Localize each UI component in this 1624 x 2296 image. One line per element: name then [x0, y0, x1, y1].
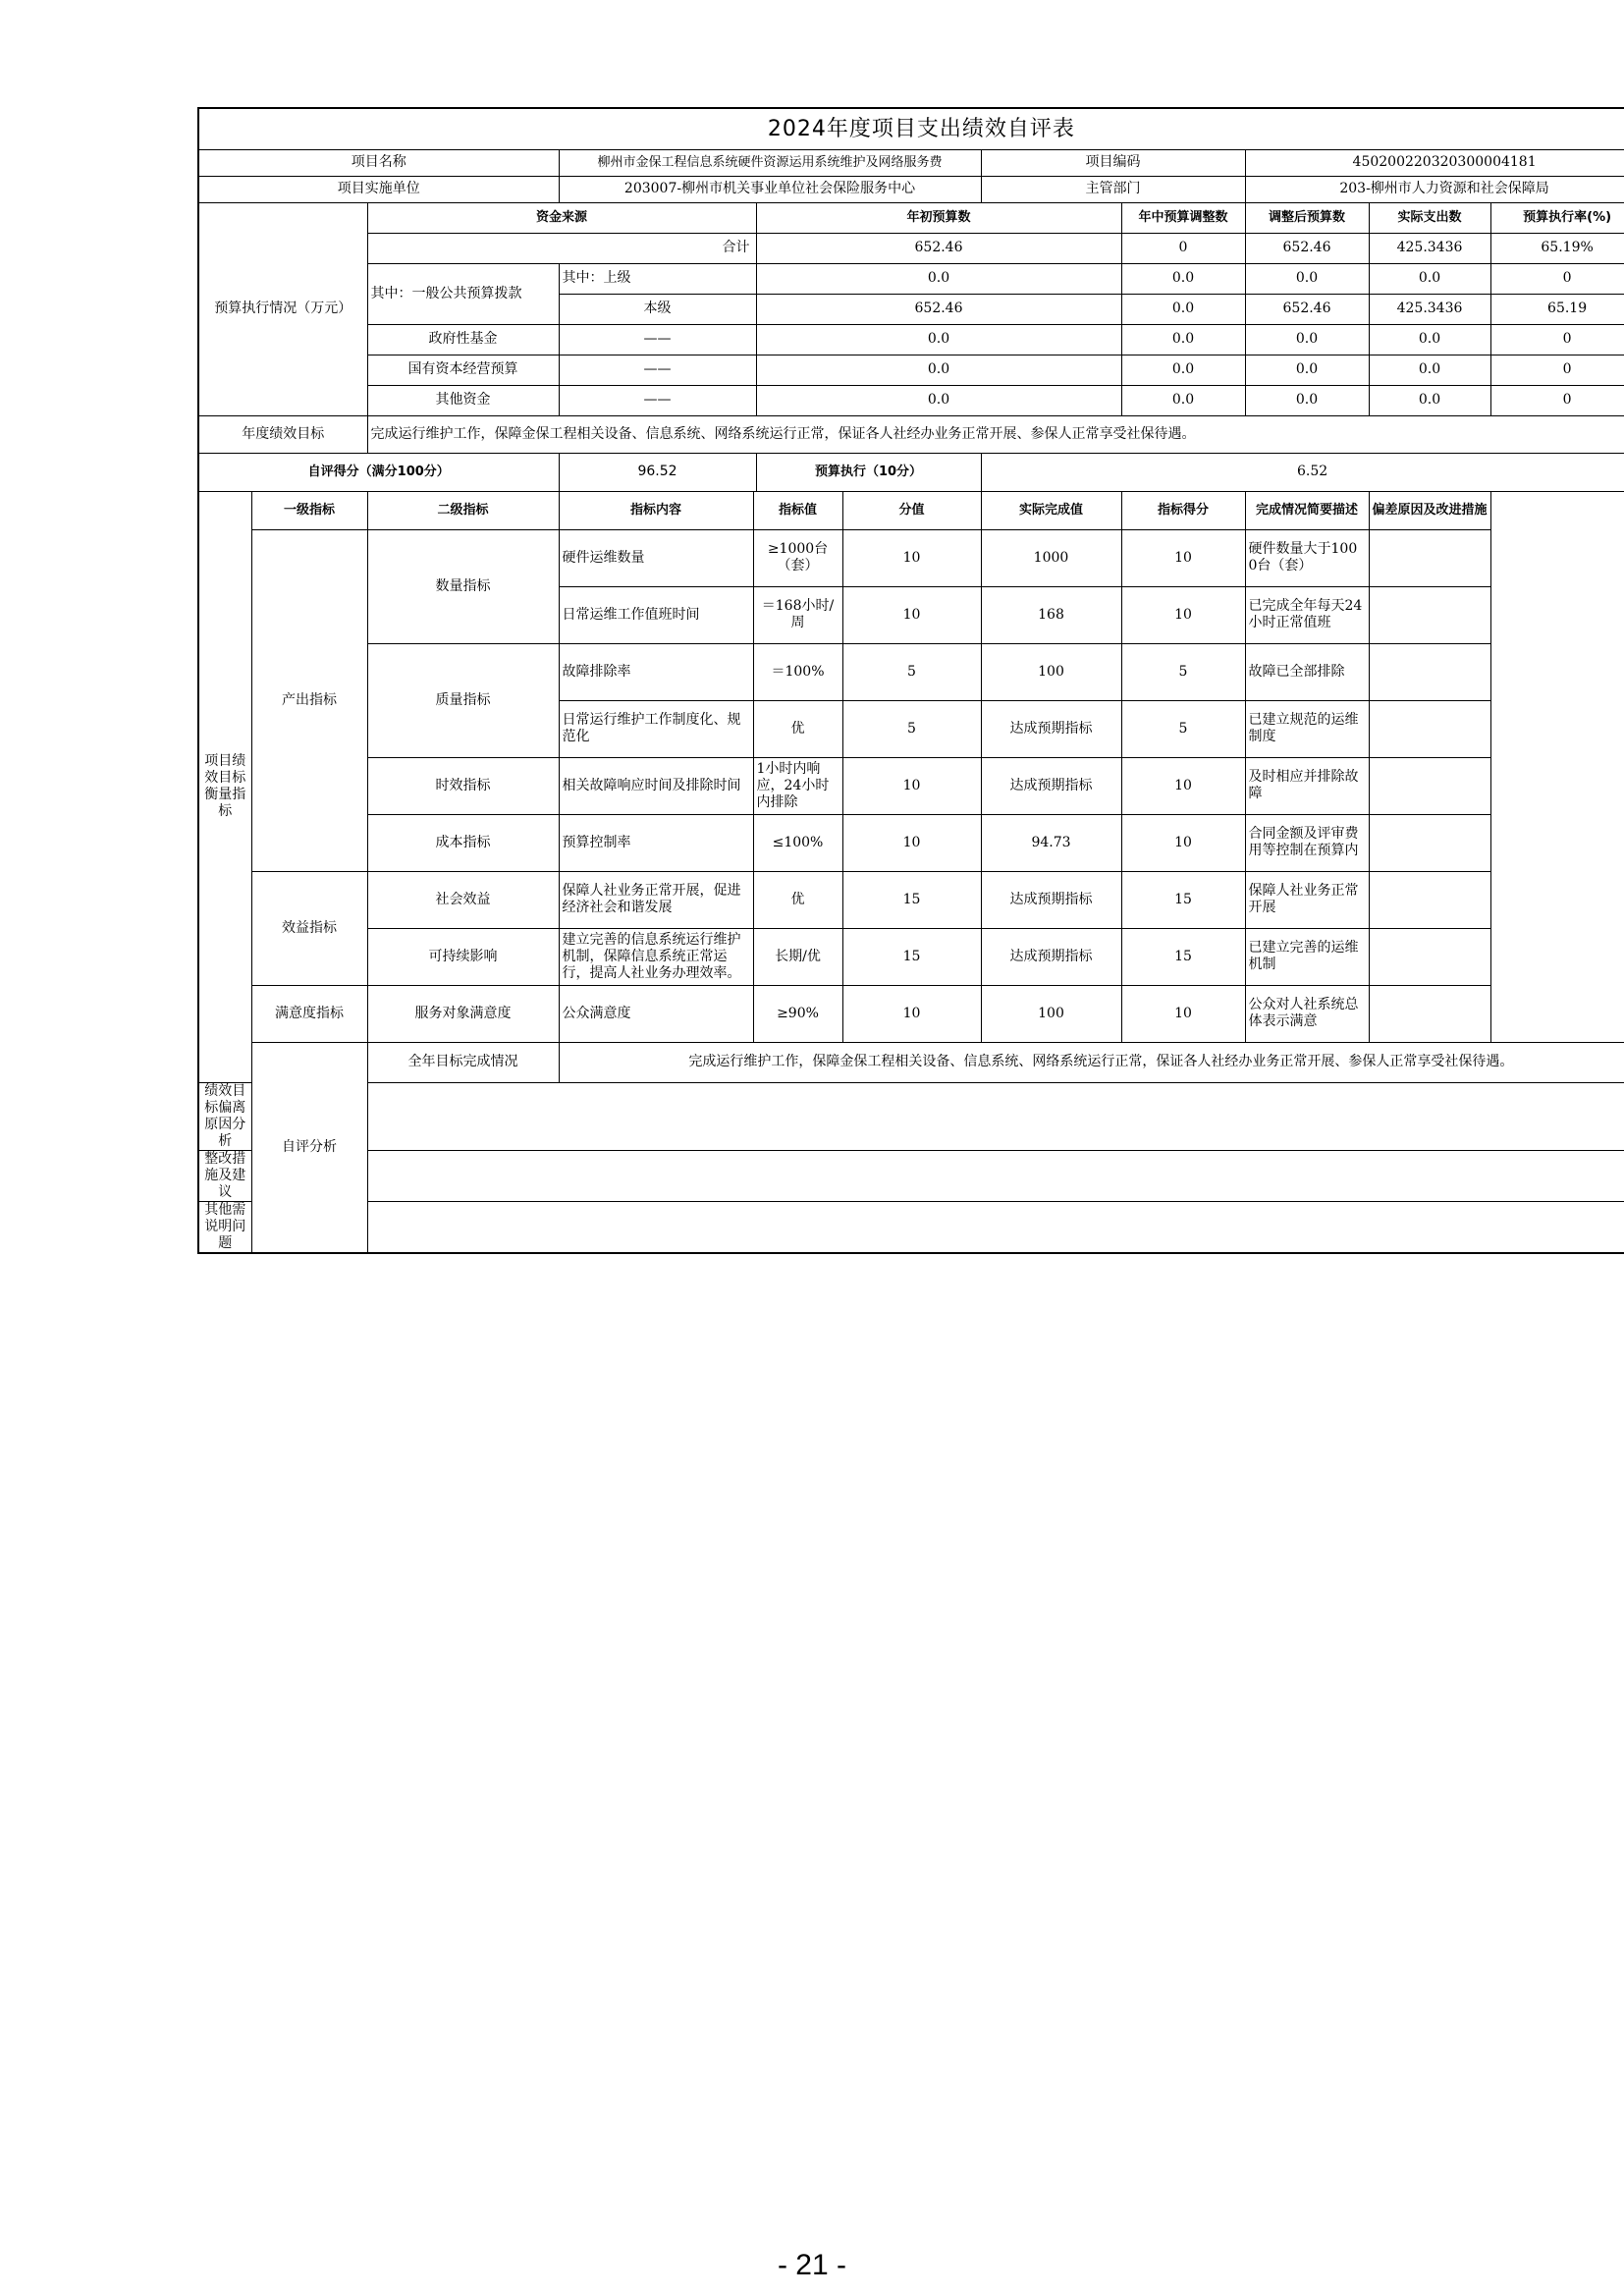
project-name: 柳州市金保工程信息系统硬件资源运用系统维护及网络服务费 [559, 149, 981, 176]
indicator-content: 日常运行维护工作制度化、规范化 [559, 700, 753, 757]
budget-exec-value: 6.52 [981, 453, 1624, 491]
indicator-desc: 及时相应并排除故障 [1245, 757, 1369, 814]
level2-cost: 成本指标 [367, 814, 559, 871]
project-code-label: 项目编码 [981, 149, 1245, 176]
score-value: 96.52 [559, 453, 756, 491]
level2-timeliness: 时效指标 [367, 757, 559, 814]
indicator-actual: 100 [981, 643, 1121, 700]
budget-header: 资金来源 [367, 202, 756, 233]
budget-cell: 0.0 [756, 263, 1121, 294]
indicator-reason [1369, 985, 1490, 1042]
project-name-label: 项目名称 [198, 149, 559, 176]
budget-cell: 0.0 [1369, 355, 1490, 385]
self-eval-text [367, 1201, 1624, 1253]
general-budget-label: 其中：一般公共预算拨款 [367, 263, 559, 324]
indicator-reason [1369, 814, 1490, 871]
fund-label: 国有资本经营预算 [367, 355, 559, 385]
dept-label: 主管部门 [981, 176, 1245, 202]
indicator-reason [1369, 643, 1490, 700]
level2-service: 服务对象满意度 [367, 985, 559, 1042]
budget-cell: 0 [1490, 385, 1624, 415]
indicator-header: 分值 [842, 491, 981, 529]
level1-output: 产出指标 [251, 529, 367, 871]
indicator-points: 15 [842, 871, 981, 928]
indicator-score: 10 [1121, 985, 1245, 1042]
budget-cell: 0.0 [756, 355, 1121, 385]
budget-header: 预算执行率(%) [1490, 202, 1624, 233]
budget-cell: 0.0 [1245, 385, 1369, 415]
indicator-score: 5 [1121, 643, 1245, 700]
indicator-header: 二级指标 [367, 491, 559, 529]
indicator-actual: 94.73 [981, 814, 1121, 871]
indicator-content: 相关故障响应时间及排除时间 [559, 757, 753, 814]
budget-cell: 0.0 [1245, 355, 1369, 385]
performance-form [197, 107, 1612, 1254]
annual-goal-text: 完成运行维护工作，保障金保工程相关设备、信息系统、网络系统运行正常，保证各人社经办业务正常开展、参保人正常享受社保待遇。 [367, 415, 1624, 453]
self-eval-text [367, 1150, 1624, 1201]
indicator-points: 15 [842, 928, 981, 985]
indicator-target: 优 [753, 700, 842, 757]
indicator-content: 建立完善的信息系统运行维护机制，保障信息系统正常运行，提高人社业务办理效率。 [559, 928, 753, 985]
self-eval-label: 其他需说明问题 [198, 1201, 251, 1253]
indicator-desc: 已建立规范的运维制度 [1245, 700, 1369, 757]
fund-label: 其他资金 [367, 385, 559, 415]
indicator-desc: 合同金额及评审费用等控制在预算内 [1245, 814, 1369, 871]
budget-cell: 0.0 [1245, 324, 1369, 355]
budget-cell: 0 [1490, 263, 1624, 294]
budget-cell: 0.0 [756, 324, 1121, 355]
indicator-header: 指标值 [753, 491, 842, 529]
indicator-points: 10 [842, 985, 981, 1042]
indicator-reason [1369, 757, 1490, 814]
budget-cell: 425.3436 [1369, 233, 1490, 263]
indicator-target: ＝100% [753, 643, 842, 700]
indicator-actual: 达成预期指标 [981, 871, 1121, 928]
supervising-dept: 203-柳州市人力资源和社会保障局 [1245, 176, 1624, 202]
indicator-points: 5 [842, 643, 981, 700]
fund-label: 政府性基金 [367, 324, 559, 355]
level2-social: 社会效益 [367, 871, 559, 928]
indicator-points: 10 [842, 814, 981, 871]
indicator-reason [1369, 586, 1490, 643]
self-eval-text: 完成运行维护工作，保障金保工程相关设备、信息系统、网络系统运行正常，保证各人社经办业务正常开展、参保人正常享受社保待遇。 [559, 1042, 1624, 1082]
self-eval-text [367, 1082, 1624, 1150]
indicator-score: 15 [1121, 928, 1245, 985]
upper-label: 其中：上级 [559, 263, 756, 294]
total-label: 合计 [367, 233, 756, 263]
indicator-content: 保障人社业务正常开展，促进经济社会和谐发展 [559, 871, 753, 928]
indicator-target: 长期/优 [753, 928, 842, 985]
budget-header: 年初预算数 [756, 202, 1121, 233]
budget-cell: 0 [1121, 233, 1245, 263]
indicator-score: 10 [1121, 814, 1245, 871]
indicator-content: 预算控制率 [559, 814, 753, 871]
page-title: 2024年度项目支出绩效自评表 [198, 108, 1624, 149]
budget-cell: 0.0 [1121, 324, 1245, 355]
budget-cell: 0.0 [756, 385, 1121, 415]
indicator-header: 指标内容 [559, 491, 753, 529]
budget-cell: 0.0 [1369, 263, 1490, 294]
indicator-target: 1小时内响应，24小时内排除 [753, 757, 842, 814]
indicator-score: 10 [1121, 529, 1245, 586]
budget-cell: 0 [1490, 355, 1624, 385]
implementing-unit: 203007-柳州市机关事业单位社会保险服务中心 [559, 176, 981, 202]
fund-dash: —— [559, 385, 756, 415]
budget-cell: 65.19 [1490, 294, 1624, 324]
indicator-header: 一级指标 [251, 491, 367, 529]
indicator-content: 故障排除率 [559, 643, 753, 700]
indicator-target: 优 [753, 871, 842, 928]
indicator-reason [1369, 928, 1490, 985]
budget-cell: 652.46 [756, 294, 1121, 324]
indicator-desc: 硬件数量大于1000台（套） [1245, 529, 1369, 586]
self-eval-section-label: 自评分析 [251, 1042, 367, 1253]
indicator-points: 5 [842, 700, 981, 757]
budget-section-label: 预算执行情况（万元） [198, 202, 367, 415]
indicator-desc: 公众对人社系统总体表示满意 [1245, 985, 1369, 1042]
indicator-header: 完成情况简要描述 [1245, 491, 1369, 529]
level1-benefit: 效益指标 [251, 871, 367, 985]
indicator-reason [1369, 529, 1490, 586]
indicator-score: 5 [1121, 700, 1245, 757]
self-evaluation-table [197, 107, 1624, 1254]
indicator-score: 10 [1121, 757, 1245, 814]
budget-cell: 65.19% [1490, 233, 1624, 263]
indicator-actual: 1000 [981, 529, 1121, 586]
budget-cell: 652.46 [756, 233, 1121, 263]
indicator-actual: 达成预期指标 [981, 700, 1121, 757]
indicator-target: ≤100% [753, 814, 842, 871]
budget-cell: 0.0 [1369, 385, 1490, 415]
page-number: - 21 - [777, 2249, 847, 2281]
indicator-points: 10 [842, 529, 981, 586]
fund-dash: —— [559, 324, 756, 355]
indicator-points: 10 [842, 586, 981, 643]
local-label: 本级 [559, 294, 756, 324]
project-code: 450200220320300004181 [1245, 149, 1624, 176]
indicator-score: 15 [1121, 871, 1245, 928]
level2-quality: 质量指标 [367, 643, 559, 757]
budget-exec-label: 预算执行（10分） [756, 453, 981, 491]
self-eval-label: 全年目标完成情况 [367, 1042, 559, 1082]
self-eval-label: 绩效目标偏离原因分析 [198, 1082, 251, 1150]
budget-header: 调整后预算数 [1245, 202, 1369, 233]
self-eval-label: 整改措施及建议 [198, 1150, 251, 1201]
budget-header: 年中预算调整数 [1121, 202, 1245, 233]
budget-cell: 0.0 [1121, 355, 1245, 385]
indicator-actual: 100 [981, 985, 1121, 1042]
budget-cell: 0.0 [1245, 263, 1369, 294]
budget-cell: 425.3436 [1369, 294, 1490, 324]
fund-dash: —— [559, 355, 756, 385]
level2-sustainable: 可持续影响 [367, 928, 559, 985]
indicator-score: 10 [1121, 586, 1245, 643]
budget-cell: 652.46 [1245, 294, 1369, 324]
indicator-header: 实际完成值 [981, 491, 1121, 529]
indicator-target: ≥1000台（套） [753, 529, 842, 586]
indicator-reason [1369, 871, 1490, 928]
indicator-target: ＝168小时/周 [753, 586, 842, 643]
indicator-content: 硬件运维数量 [559, 529, 753, 586]
indicator-actual: 达成预期指标 [981, 757, 1121, 814]
indicator-desc: 已完成全年每天24小时正常值班 [1245, 586, 1369, 643]
indicator-points: 10 [842, 757, 981, 814]
indicator-actual: 168 [981, 586, 1121, 643]
indicator-section-label: 项目绩效目标衡量指标 [198, 491, 251, 1082]
budget-cell: 652.46 [1245, 233, 1369, 263]
level1-satisfaction: 满意度指标 [251, 985, 367, 1042]
unit-label: 项目实施单位 [198, 176, 559, 202]
indicator-desc: 故障已全部排除 [1245, 643, 1369, 700]
budget-cell: 0.0 [1369, 324, 1490, 355]
level2-quantity: 数量指标 [367, 529, 559, 643]
indicator-header: 偏差原因及改进措施 [1369, 491, 1490, 529]
indicator-content: 日常运维工作值班时间 [559, 586, 753, 643]
indicator-desc: 已建立完善的运维机制 [1245, 928, 1369, 985]
budget-header: 实际支出数 [1369, 202, 1490, 233]
indicator-target: ≥90% [753, 985, 842, 1042]
budget-cell: 0.0 [1121, 385, 1245, 415]
indicator-content: 公众满意度 [559, 985, 753, 1042]
indicator-desc: 保障人社业务正常开展 [1245, 871, 1369, 928]
annual-goal-label: 年度绩效目标 [198, 415, 367, 453]
budget-cell: 0 [1490, 324, 1624, 355]
budget-cell: 0.0 [1121, 263, 1245, 294]
indicator-reason [1369, 700, 1490, 757]
indicator-header: 指标得分 [1121, 491, 1245, 529]
budget-cell: 0.0 [1121, 294, 1245, 324]
indicator-actual: 达成预期指标 [981, 928, 1121, 985]
score-label: 自评得分（满分100分） [198, 453, 559, 491]
